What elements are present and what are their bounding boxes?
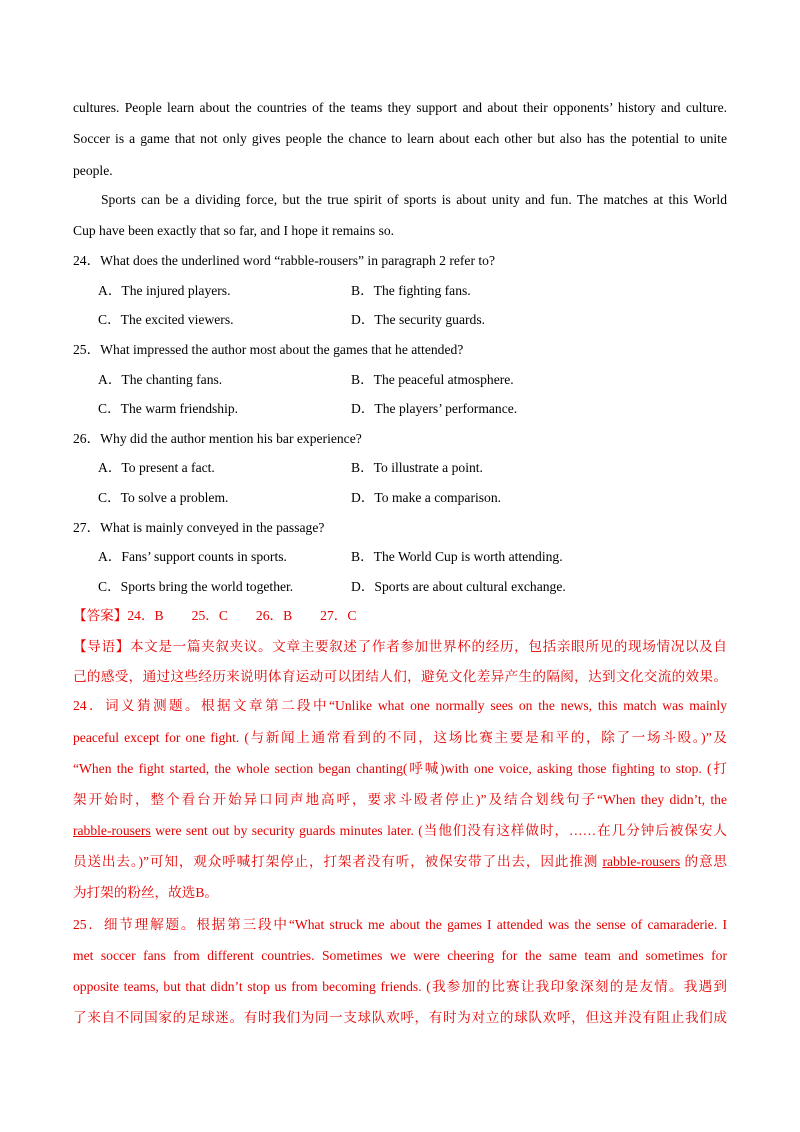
option: D．The security guards. (351, 312, 486, 327)
explanation-line: 架开始时，整个看台开始异口同声地高呼，要求斗殴者停止)”及结合划线句子“When they didn’t, the (73, 792, 727, 807)
option: B．The World Cup is worth attending. (351, 549, 563, 564)
option: C．The excited viewers. (98, 312, 234, 327)
option: A．The injured players. (98, 283, 231, 298)
underlined-word: rabble-rousers (73, 823, 151, 838)
explanation-line: met soccer fans from different countries. Sometimes we were cheering for the same team and sometimes for (73, 948, 727, 963)
guide-text: 本文是一篇夹叙夹议。文章主要叙述了作者参加世界杯的经历，包括亲眼所见的现场情况以及自 (129, 639, 728, 654)
option: A．The chanting fans. (98, 372, 223, 387)
explanation-line: peaceful except for one fight. (与新闻上通常看到的不同，这场比赛主要是和平的，除了一场斗殴。)”及 (73, 730, 727, 745)
option: C．The warm friendship. (98, 401, 239, 416)
option: D．To make a comparison. (351, 490, 502, 505)
answer-item: 27．C (320, 608, 357, 623)
question-stem: 25．What impressed the author most about the games that he attended? (73, 342, 464, 357)
explanation-line (73, 853, 727, 871)
answer-item: 24．B (127, 608, 164, 623)
option: B．To illustrate a point. (351, 460, 483, 475)
guide-line: 己的感受，通过这些经历来说明体育运动可以团结人们，避免文化差异产生的隔阂，达到文化交流的效果。 (73, 669, 727, 684)
option: A．Fans’ support counts in sports. (98, 549, 287, 564)
option: C．Sports bring the world together. (98, 579, 294, 594)
option: B．The fighting fans. (351, 283, 471, 298)
question-stem: 26．Why did the author mention his bar experience? (73, 431, 362, 446)
guide-label: 【导语】 (73, 639, 130, 654)
passage-line: Soccer is a game that not only gives people the chance to learn about each other but also has the potential to unite (73, 131, 727, 146)
explanation-text: 员送出去。)”可知，观众呼喊打架停止，打架者没有听，被保安带了出去，因此推测 (73, 854, 603, 869)
option: D．The players’ performance. (351, 401, 518, 416)
option: A．To present a fact. (98, 460, 215, 475)
answer-key (73, 607, 356, 625)
explanation-line: 24．词义猜测题。根据文章第二段中“Unlike what one normally sees on the news, this match was mainly (73, 698, 727, 713)
question-stem: 24．What does the underlined word “rabble-rousers” in paragraph 2 refer to? (73, 253, 495, 268)
answer-item: 25．C (191, 608, 228, 623)
explanation-line: 了来自不同国家的足球迷。有时我们为同一支球队欢呼，有时为对立的球队欢呼，但这并没有阻止我们成 (73, 1010, 727, 1025)
explanation-line: 25．细节理解题。根据第三段中“What struck me about the games I attended was the sense of camaraderie. I (73, 917, 727, 932)
option: B．The peaceful atmosphere. (351, 372, 514, 387)
explanation-line: 为打架的粉丝，故选B。 (73, 885, 219, 900)
passage-line: Cup have been exactly that so far, and I hope it remains so. (73, 223, 395, 238)
explanation-line: “When the fight started, the whole section began chanting(呼喊)with one voice, asking those fighting to stop. (打 (73, 761, 727, 776)
underlined-word: rabble-rousers (602, 854, 681, 869)
option: C．To solve a problem. (98, 490, 229, 505)
guide-line (73, 638, 727, 656)
explanation-text: 的意思 (680, 854, 727, 869)
answer-label: 【答案】 (73, 608, 128, 623)
answer-item: 26．B (255, 608, 293, 623)
explanation-line (73, 822, 727, 840)
passage-line: people. (73, 163, 113, 178)
explanation-text: were sent out by security guards minutes later. (当他们没有这样做时，……在几分钟后被保安人 (150, 823, 727, 838)
explanation-line: opposite teams, but that didn’t stop us from becoming friends. (我参加的比赛让我印象深刻的是友情。我遇到 (73, 979, 727, 994)
passage-line: Sports can be a dividing force, but the true spirit of sports is about unity and fun. The matches at this World (101, 192, 727, 207)
question-stem: 27．What is mainly conveyed in the passage? (73, 520, 325, 535)
option: D．Sports are about cultural exchange. (351, 579, 566, 594)
passage-line: cultures. People learn about the countries of the teams they support and about their opponents’ history and culture. (73, 100, 727, 115)
